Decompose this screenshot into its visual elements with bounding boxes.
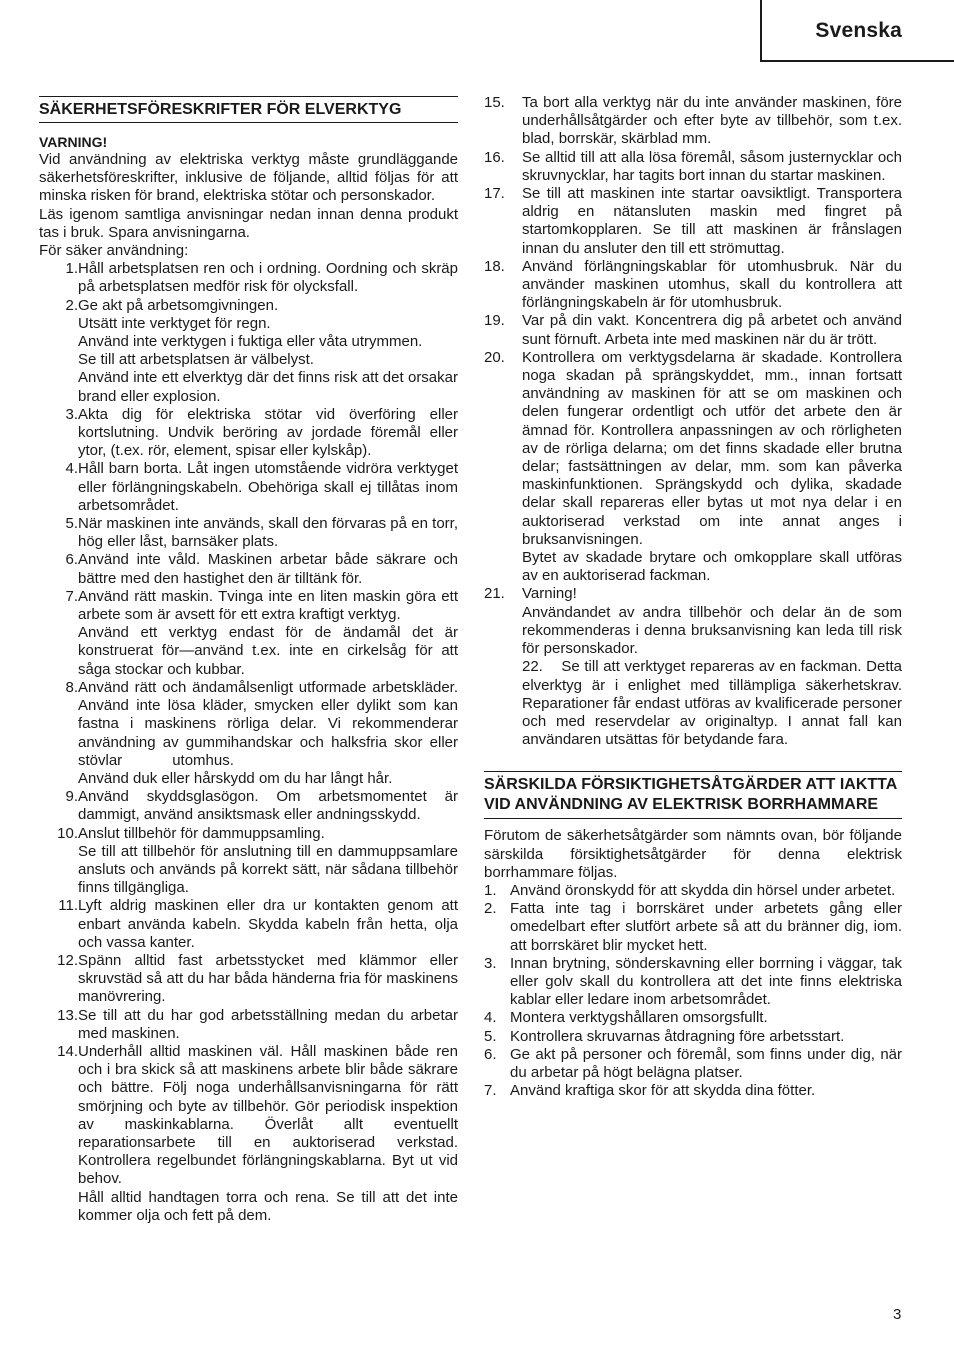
- item-paragraph: Se till att maskinen inte startar oavsiktligt. Transportera aldrig en nätansluten maskin med fingret på startomkopplaren. Se till att maskinen är frånslagen innan du ansluter den till ett strömuttag.: [522, 185, 907, 257]
- item-paragraph: Spänn alltid fast arbetsstycket med klämmor eller skruvstäd så att du har båda händerna fria för maskinens manövrering.: [78, 951, 463, 1006]
- safety-rule-item: [39, 951, 463, 1007]
- item-number: 19.: [484, 312, 505, 330]
- item-text: Använd öronskydd för att skydda din hörsel under arbetet.: [510, 881, 896, 899]
- item-paragraph: Se till att tillbehör för anslutning till en dammuppsamlare ansluts och används på korrekt sätt, när sådana tillbehör finns tillgängliga.: [78, 842, 463, 897]
- item-paragraph: När maskinen inte används, skall den förvaras på en torr, hög eller låst, barnsäker plats.: [78, 515, 463, 551]
- item-text: [522, 94, 907, 149]
- safety-rule-item: [484, 257, 907, 313]
- item-number: 15.: [484, 94, 505, 111]
- safety-rule-item: [39, 296, 463, 406]
- hammer-precaution-item: [484, 900, 902, 955]
- hammer-precaution-item: [484, 1028, 902, 1046]
- item-text: [522, 148, 907, 185]
- item-paragraph: Använd rätt och ändamålsenligt utformade arbetskläder. Använd inte lösa kläder, smycken eller dylikt som kan fastna i maskinens rörliga delar. Vi rekommenderar användning av gummihandskar och halksfria skor eller stövlar utomhus.: [78, 678, 463, 769]
- item-number: 6.: [484, 1045, 497, 1063]
- item-text: Fatta inte tag i borrskäret under arbetets gång eller omedelbart efter slutfört arbete så att du bränner dig, iom. att borrskäret blir mycket hett.: [510, 900, 902, 954]
- safety-list-continued: [484, 94, 907, 749]
- intro-paragraph: För säker användning:: [39, 242, 189, 260]
- item-paragraph: Använd duk eller hårskydd om du har långt hår.: [78, 769, 393, 787]
- item-paragraph: Håll arbetsplatsen ren och i ordning. Oordning och skräp på arbetsplatsen medför risk för olycksfall.: [78, 260, 463, 296]
- page-number: 3: [893, 1306, 902, 1323]
- item-paragraph: Ge akt på arbetsomgivningen.: [78, 296, 279, 314]
- item-text: Kontrollera skruvarnas åtdragning före arbetsstart.: [510, 1027, 845, 1045]
- item-paragraph: Se till att du har god arbetsställning medan du arbetar med maskinen.: [78, 1006, 463, 1042]
- item-paragraph: Se till att arbetsplatsen är välbelyst.: [78, 351, 314, 369]
- item-text: [78, 678, 463, 788]
- item-paragraph: 22. Se till att verktyget repareras av en fackman. Detta elverktyg är i enlighet med tillämpliga säkerhetskrav. Reparationer får endast utföras av kvalificerade personer och med reservdelar av originaltyp. I annat fall kan användaren utsättas för betydande fara.: [522, 658, 907, 749]
- item-paragraph: Använd rätt maskin. Tvinga inte en liten maskin göra ett arbete som är avsett för ett extra kraftigt verktyg.: [78, 587, 463, 624]
- item-number: 10.: [57, 824, 78, 842]
- item-number: 7.: [65, 587, 78, 605]
- safety-rule-item: [39, 260, 463, 296]
- item-number: 4.: [484, 1009, 497, 1027]
- hammer-precaution-item: [484, 882, 902, 900]
- item-text: Använd kraftiga skor för att skydda dina fötter.: [510, 1082, 816, 1100]
- safety-rule-item: [39, 897, 463, 952]
- item-paragraph: Använd inte verktygen i fuktiga eller våta utrymmen.: [78, 333, 423, 351]
- hammer-intro: Förutom de säkerhetsåtgärder som nämnts ovan, bör följande särskilda försiktighetsåtgärder för denna elektrisk borrhammare följas.: [484, 827, 902, 881]
- item-number: 11.: [58, 897, 78, 915]
- item-paragraph: Använd inte våld. Maskinen arbetar både säkrare och bättre med den hastighet den är tilltänk för.: [78, 551, 463, 587]
- item-number: 3.: [484, 954, 497, 972]
- left-column: [39, 96, 463, 1225]
- item-number: 7.: [484, 1082, 497, 1100]
- item-text: [78, 824, 463, 898]
- warning-label: VARNING!: [39, 134, 108, 150]
- item-number: 13.: [57, 1006, 78, 1024]
- safety-rule-item: [484, 94, 907, 149]
- item-text: [78, 551, 463, 587]
- safety-rule-item: [39, 788, 463, 824]
- item-text: [78, 1042, 463, 1225]
- safety-rule-item: [39, 1006, 463, 1043]
- item-paragraph: Användandet av andra tillbehör och delar än de som rekommenderas i denna bruksanvisning kan leda till risk för personskador.: [522, 603, 907, 658]
- item-text: Innan brytning, sönderskavning eller borrning i väggar, tak eller golv skall du kontrollera att det inte finns elektriska kablar eller ledare inom arbetsområdet.: [510, 954, 902, 1009]
- safety-list: [39, 260, 463, 1225]
- item-text: [522, 185, 907, 258]
- hammer-precautions-list: [484, 882, 902, 1100]
- item-paragraph: Ta bort alla verktyg när du inte använder maskinen, före underhållsåtgärder och efter byte av tillbehör, som t.ex. blad, borrskär, skärblad mm.: [522, 94, 907, 148]
- item-paragraph: Håll alltid handtagen torra och rena. Se till att det inte kommer olja och fett på dem.: [78, 1188, 463, 1224]
- hammer-precaution-item: [484, 1046, 902, 1082]
- item-number: 5.: [484, 1027, 497, 1045]
- item-number: 12.: [57, 951, 78, 969]
- item-paragraph: Underhåll alltid maskinen väl. Håll maskinen både ren och i bra skick så att maskinens arbete blir både säkrare och bättre. Följ noga underhållsanvisningarna för rätt smörjning och byte av tillbehör. Gör periodisk inspektion av maskinkablarna. Överlåt allt eventuellt reparationsarbete till en auktoriserad verkstad. Kontrollera regelbundet förlängningskablarna. Byt ut vid behov.: [78, 1042, 463, 1188]
- intro-block: [39, 151, 458, 260]
- item-text: [78, 951, 463, 1007]
- item-text: [522, 348, 907, 586]
- safety-rule-item: [484, 185, 907, 258]
- safety-rule-item: [39, 587, 463, 679]
- item-number: 2.: [65, 296, 78, 314]
- item-paragraph: Lyft aldrig maskinen eller dra ur kontakten genom att enbart använda kabeln. Skydda kabeln från hetta, olja och vassa kanter.: [78, 897, 463, 951]
- item-number: 1.: [484, 881, 497, 899]
- safety-rule-item: [39, 405, 463, 461]
- safety-rule-item: [39, 678, 463, 788]
- item-number: 20.: [484, 348, 505, 366]
- item-paragraph: Varning!: [522, 585, 577, 603]
- item-text: [78, 515, 463, 551]
- item-text: [78, 296, 463, 406]
- item-paragraph: Bytet av skadade brytare och omkopplare skall utföras av en auktoriserad fackman.: [522, 549, 907, 585]
- item-number: 1.: [65, 260, 78, 278]
- hammer-precaution-item: [484, 955, 902, 1010]
- safety-rule-item: [39, 460, 463, 515]
- item-number: 14.: [57, 1042, 78, 1060]
- safety-rule-item: [39, 551, 463, 587]
- item-number: 4.: [65, 460, 78, 478]
- item-number: 3.: [65, 405, 78, 423]
- item-number: 21.: [484, 585, 505, 603]
- item-paragraph: Använd skyddsglasögon. Om arbetsmomentet är dammigt, använd ansiktsmask eller andningsskydd.: [78, 788, 463, 824]
- item-paragraph: Anslut tillbehör för dammuppsamling.: [78, 824, 325, 842]
- item-paragraph: Akta dig för elektriska stötar vid överföring eller kortslutning. Undvik beröring av jordade föremål eller ytor, (t.ex. rör, element, spisar eller kylskåp).: [78, 405, 463, 460]
- item-paragraph: Kontrollera om verktygsdelarna är skadade. Kontrollera noga skadan på sprängskyddet, mm., innan fortsatt användning av maskinen för att se om maskinen och delen fungerar ordentligt och utför det arbete den är ämnad för. Kontrollera anpassningen av och rörligheten av de rörliga delarna; om det finns skadade eller brutna delar; fastsättningen av delar, mm. som kan påverka maskinfunktionen. Sprängskydd och dylika, skadade delar skall repareras eller bytas ut mot nya delar i en auktoriserad verkstad om inte annat anges i bruksanvisningen.: [522, 348, 907, 548]
- item-paragraph: Var på din vakt. Koncentrera dig på arbetet och använd sunt förnuft. Arbeta inte med maskinen när du är trött.: [522, 312, 907, 348]
- item-number: 6.: [65, 551, 78, 569]
- item-text: [522, 585, 907, 749]
- language-tab: [760, 0, 954, 62]
- item-paragraph: Se alltid till att alla lösa föremål, såsom justernycklar och skruvnycklar, har tagits bort innan du startar maskinen.: [522, 148, 907, 184]
- safety-rule-item: [39, 824, 463, 898]
- item-paragraph: Använd ett verktyg endast för de ändamål det är konstruerat för—använd t.ex. inte en cirkelsåg för att såga stockar och kubbar.: [78, 624, 463, 678]
- item-text: Ge akt på personer och föremål, som finns under dig, när du arbetar på högt belägna platser.: [510, 1045, 902, 1081]
- language-label: Svenska: [815, 19, 902, 42]
- safety-rule-item: [484, 312, 907, 348]
- safety-rule-item: [484, 148, 907, 185]
- section-title-hammer-drill: SÄRSKILDA FÖRSIKTIGHETSÅTGÄRDER ATT IAKTTA VID ANVÄNDNING AV ELEKTRISK BORRHAMMARE: [484, 771, 902, 819]
- item-paragraph: Använd inte ett elverktyg där det finns risk att det orsakar brand eller explosion.: [78, 369, 463, 405]
- item-text: [78, 897, 463, 952]
- safety-rule-item: [39, 515, 463, 551]
- item-number: 17.: [484, 185, 505, 203]
- safety-rule-item: [484, 585, 907, 749]
- item-paragraph: Använd förlängningskablar för utomhusbruk. När du använder maskinen utomhus, skall du kontrollera att förlängningskabeln är för utomhusbruk.: [522, 257, 907, 312]
- item-text: [78, 260, 463, 296]
- item-number: 16.: [484, 148, 505, 166]
- section-title-safety: SÄKERHETSFÖRESKRIFTER FÖR ELVERKTYG: [39, 96, 458, 123]
- hammer-precaution-item: [484, 1009, 902, 1027]
- item-text: [522, 312, 907, 348]
- item-text: [78, 788, 463, 824]
- intro-paragraph: Läs igenom samtliga anvisningar nedan innan denna produkt tas i bruk. Spara anvisningarna.: [39, 205, 458, 241]
- item-text: [522, 257, 907, 313]
- item-paragraph: Håll barn borta. Låt ingen utomstående vidröra verktyget eller förlängningskabeln. Obehöriga skall ej tillåtas inom arbetsområdet.: [78, 460, 463, 514]
- hammer-precaution-item: [484, 1082, 902, 1100]
- right-column: [484, 94, 907, 1100]
- item-paragraph: Utsätt inte verktyget för regn.: [78, 314, 271, 332]
- item-text: [78, 405, 463, 461]
- intro-paragraph: Vid användning av elektriska verktyg måste grundläggande säkerhetsföreskrifter, inklusive de följande, alltid följas för att minska risken för brand, elektriska stötar och personskador.: [39, 151, 458, 205]
- item-text: [78, 1006, 463, 1043]
- item-number: 8.: [65, 678, 78, 696]
- item-text: [78, 587, 463, 679]
- item-number: 5.: [65, 515, 78, 533]
- item-text: Montera verktygshållaren omsorgsfullt.: [510, 1009, 768, 1027]
- safety-rule-item: [484, 348, 907, 586]
- item-number: 18.: [484, 257, 505, 275]
- item-number: 9.: [65, 788, 78, 806]
- safety-rule-item: [39, 1042, 463, 1225]
- item-number: 2.: [484, 900, 497, 918]
- item-text: [78, 460, 463, 515]
